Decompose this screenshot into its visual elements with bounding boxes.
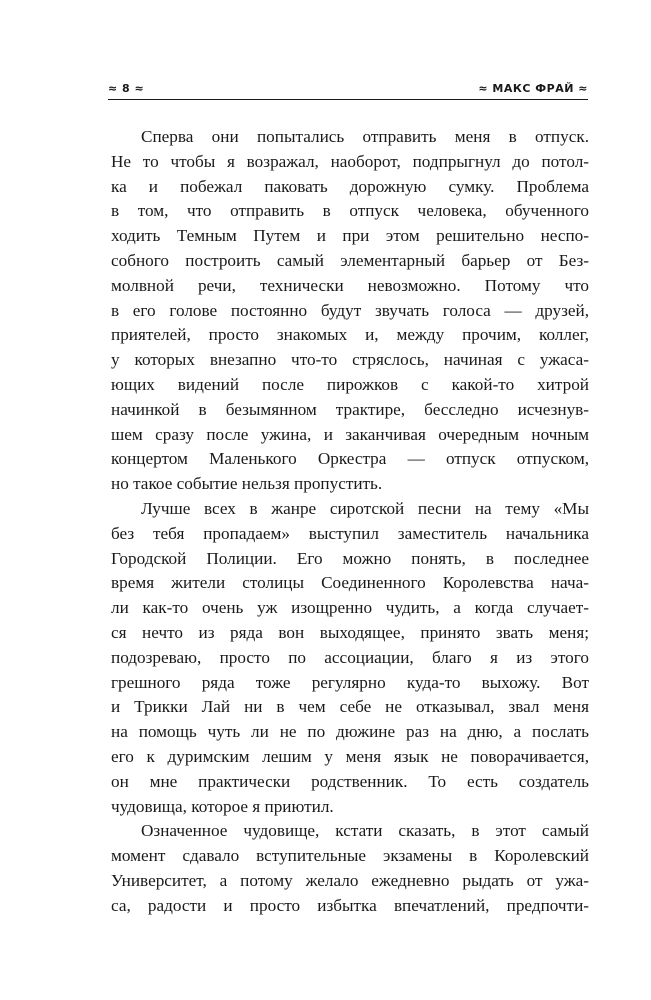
text-line: на помощь чуть ли не по дюжине раз на дню, а послать [111,722,589,742]
author-name: ≈ МАКС ФРАЙ ≈ [478,82,588,95]
text-line: момент сдавало вступительные экзамены в Королевский [111,846,589,866]
text-line: начинкой в безымянном трактире, бесследно исчезнув- [111,399,589,419]
text-line: подозреваю, просто по ассоциации, благо я из этого [111,647,589,667]
text-line: ходить Темным Путем и при этом решительно неспо- [111,226,589,246]
text-line: но такое событие нельзя пропустить. [111,474,383,494]
text-line: ся нечто из ряда вон выходящее, принято звать меня; [111,622,589,642]
text-line: он мне практически родственник. То есть создатель [111,771,589,791]
text-line: ли как-то очень уж изощренно чудить, а когда случает- [111,598,589,618]
page-number: ≈ 8 ≈ [108,82,145,95]
text-line: приятелей, просто знакомых и, между прочим, коллег, [111,325,589,345]
text-line: чудовища, которое я приютил. [111,796,334,816]
text-line: и Трикки Лай ни в чем себе не отказывал, звал меня [111,697,589,717]
text-line: Университет, а потому желало ежедневно рыдать от ужа- [111,870,589,890]
text-line: Означенное чудовище, кстати сказать, в этот самый [141,821,589,841]
text-line: Городской Полиции. Его можно понять, в последнее [111,548,589,568]
text-line: са, радости и просто избытка впечатлений, предпочти- [111,895,589,915]
text-line: его к дуримским лешим у меня язык не поворачивается, [111,746,589,766]
text-line: Сперва они попытались отправить меня в отпуск. [141,127,589,146]
text-line: ка и побежал паковать дорожную сумку. Проблема [111,176,589,196]
body-text [111,125,589,919]
text-line: время жители столицы Соединенного Королевства нача- [111,573,589,593]
text-line: концертом Маленького Оркестра — отпуск отпуском, [111,449,589,469]
text-line: ющих видений после пирожков с какой-то хитрой [111,374,589,394]
text-line: в его голове постоянно будут звучать голоса — друзей, [111,300,589,320]
text-line: без тебя пропадаем» выступил заместитель начальника [111,523,589,543]
text-line: в том, что отправить в отпуск человека, обученного [111,201,589,221]
text-line: у которых внезапно что-то стряслось, начиная с ужаса- [111,350,589,370]
text-line: грешного ряда тоже регулярно куда-то выхожу. Вот [111,672,589,692]
text-line: Не то чтобы я возражал, наоборот, подпрыгнул до потол- [111,151,589,171]
text-line: молвной речи, технически невозможно. Потому что [111,275,589,295]
header-rule [108,99,588,100]
text-line: Лучше всех в жанре сиротской песни на тему «Мы [141,498,589,518]
text-line: шем сразу после ужина, и заканчивая очередным ночным [111,424,589,444]
text-line: собного построить самый элементарный барьер от Без- [111,250,589,270]
running-header [108,82,588,96]
